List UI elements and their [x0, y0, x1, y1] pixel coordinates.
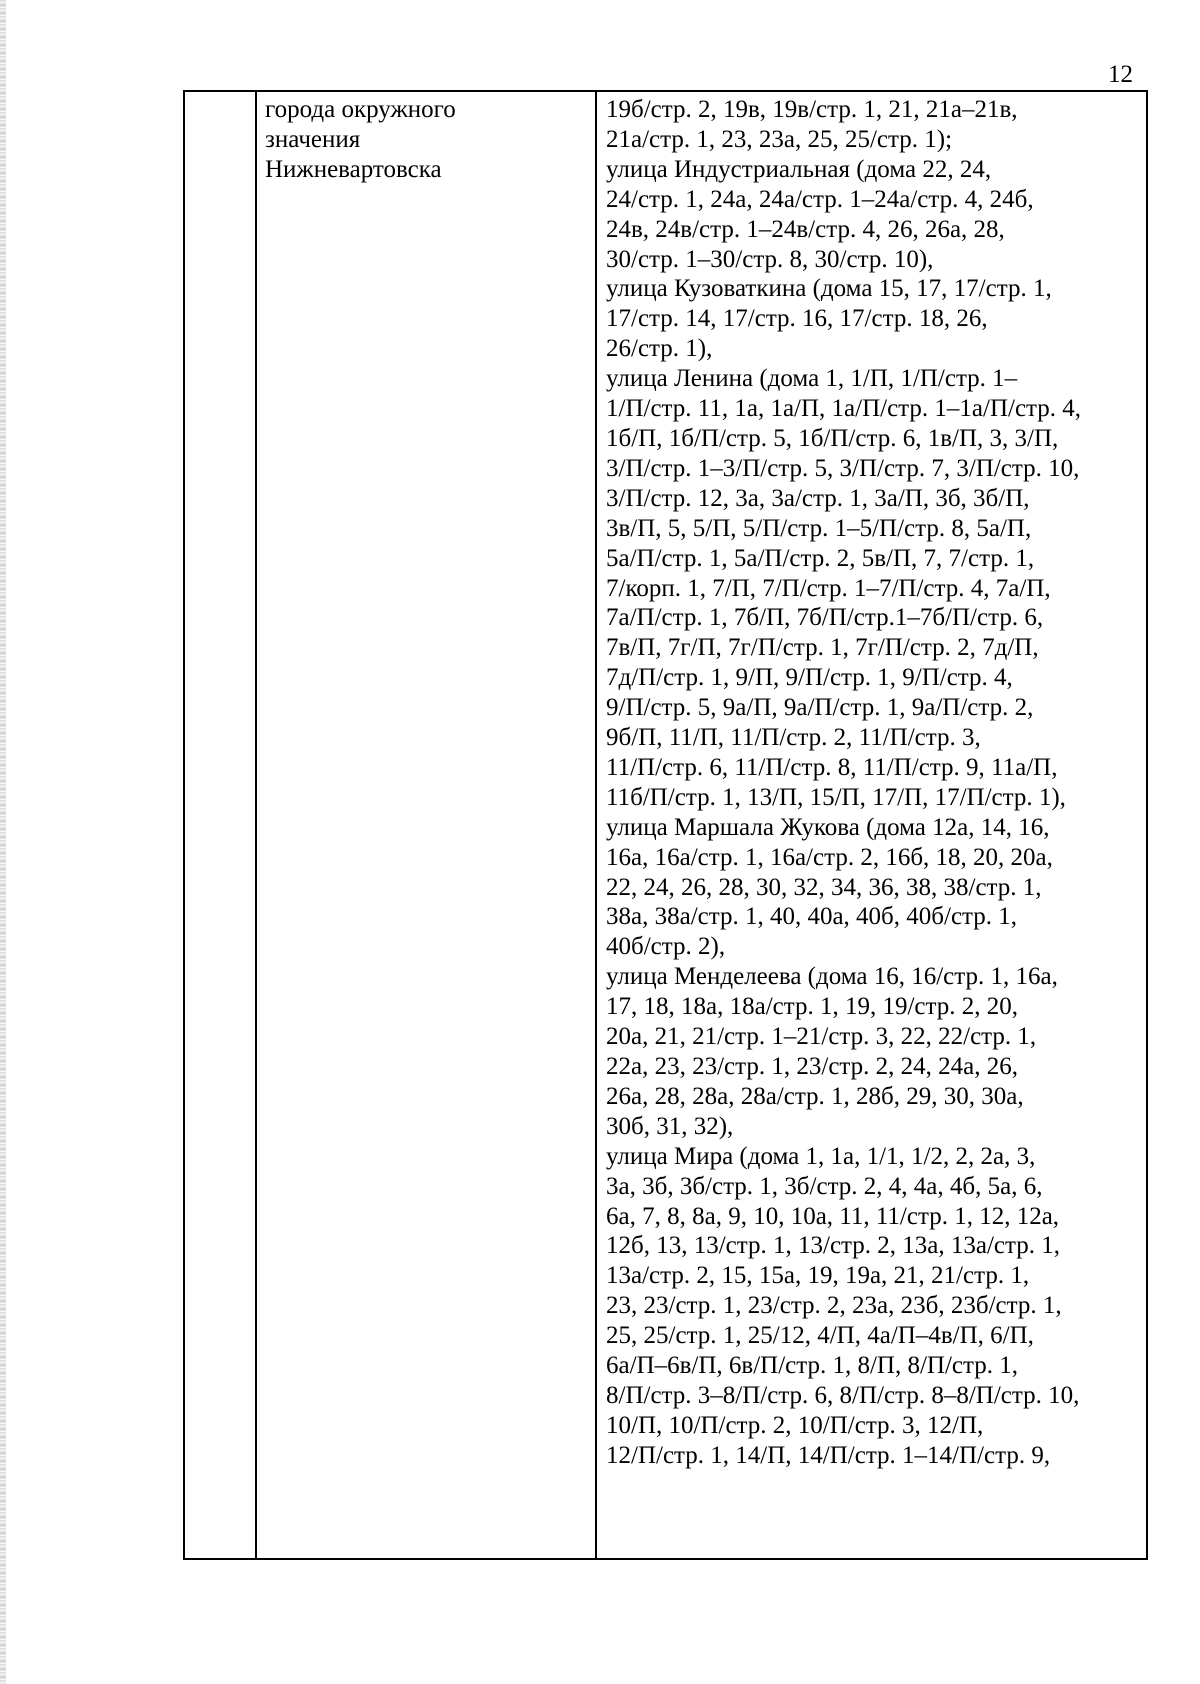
- address-line: 3а, 3б, 3б/стр. 1, 3б/стр. 2, 4, 4а, 4б, 5а, 6,: [606, 1172, 1043, 1200]
- address-line: улица Ленина (дома 1, 1/П, 1/П/стр. 1–: [606, 365, 1018, 393]
- address-line: 30б, 31, 32),: [606, 1112, 734, 1140]
- table-row: [184, 91, 1147, 1559]
- address-line: улица Маршала Жукова (дома 12а, 14, 16,: [606, 813, 1050, 841]
- address-line: 16а, 16а/стр. 1, 16а/стр. 2, 16б, 18, 20, 20а,: [606, 843, 1053, 871]
- address-line: 25, 25/стр. 1, 25/12, 4/П, 4а/П–4в/П, 6/П,: [606, 1322, 1034, 1350]
- address-line: 10/П, 10/П/стр. 2, 10/П/стр. 3, 12/П,: [606, 1411, 984, 1439]
- address-line: 7а/П/стр. 1, 7б/П, 7б/П/стр.1–7б/П/стр. 6,: [606, 604, 1044, 632]
- address-line: 6а/П–6в/П, 6в/П/стр. 1, 8/П, 8/П/стр. 1,: [606, 1352, 1018, 1380]
- address-line: 11/П/стр. 6, 11/П/стр. 8, 11/П/стр. 9, 11а/П,: [606, 753, 1058, 781]
- address-line: 7д/П/стр. 1, 9/П, 9/П/стр. 1, 9/П/стр. 4,: [606, 664, 1013, 692]
- address-line: улица Мира (дома 1, 1а, 1/1, 1/2, 2, 2а, 3,: [606, 1142, 1036, 1170]
- address-line: 30/стр. 1–30/стр. 8, 30/стр. 10),: [606, 245, 934, 273]
- page-number: 12: [1108, 61, 1133, 88]
- address-line: 20а, 21, 21/стр. 1–21/стр. 3, 22, 22/стр. 1,: [606, 1023, 1037, 1051]
- address-table: [183, 90, 1148, 1560]
- address-line: 6а, 7, 8, 8а, 9, 10, 10а, 11, 11/стр. 1, 12, 12а,: [606, 1202, 1060, 1230]
- table-cell-district: [256, 91, 596, 1559]
- address-line: 17, 18, 18а, 18а/стр. 1, 19, 19/стр. 2, 20,: [606, 993, 1018, 1021]
- address-line: 11б/П/стр. 1, 13/П, 15/П, 17/П, 17/П/стр. 1),: [606, 783, 1066, 811]
- district-line: Нижневартовска: [265, 155, 442, 183]
- district-text: [257, 92, 595, 185]
- address-line: 1/П/стр. 11, 1а, 1а/П, 1а/П/стр. 1–1а/П/стр. 4,: [606, 395, 1082, 423]
- address-line: улица Менделеева (дома 16, 16/стр. 1, 16а,: [606, 963, 1058, 991]
- table-cell-addresses: [596, 91, 1147, 1559]
- address-line: 3в/П, 5, 5/П, 5/П/стр. 1–5/П/стр. 8, 5а/П,: [606, 514, 1032, 542]
- district-line: значения: [265, 125, 361, 153]
- address-line: 17/стр. 14, 17/стр. 16, 17/стр. 18, 26,: [606, 305, 988, 333]
- scan-edge-artifact: [0, 0, 6, 1684]
- address-line: 13а/стр. 2, 15, 15а, 19, 19а, 21, 21/стр. 1,: [606, 1262, 1030, 1290]
- address-line: 38а, 38а/стр. 1, 40, 40а, 40б, 40б/стр. 1,: [606, 903, 1018, 931]
- table-cell-index: [184, 91, 256, 1559]
- address-list: [597, 92, 1146, 1471]
- address-line: 26/стр. 1),: [606, 335, 713, 363]
- address-line: 12б, 13, 13/стр. 1, 13/стр. 2, 13а, 13а/стр. 1,: [606, 1232, 1060, 1260]
- address-line: 5а/П/стр. 1, 5а/П/стр. 2, 5в/П, 7, 7/стр. 1,: [606, 544, 1035, 572]
- address-line: 3/П/стр. 12, 3а, 3а/стр. 1, 3а/П, 3б, 3б/П,: [606, 484, 1030, 512]
- address-line: 9б/П, 11/П, 11/П/стр. 2, 11/П/стр. 3,: [606, 724, 981, 752]
- address-line: 24в, 24в/стр. 1–24в/стр. 4, 26, 26а, 28,: [606, 215, 1005, 243]
- address-line: 7в/П, 7г/П, 7г/П/стр. 1, 7г/П/стр. 2, 7д/П,: [606, 634, 1039, 662]
- address-line: 1б/П, 1б/П/стр. 5, 1б/П/стр. 6, 1в/П, 3, 3/П,: [606, 424, 1059, 452]
- address-line: 7/корп. 1, 7/П, 7/П/стр. 1–7/П/стр. 4, 7а/П,: [606, 574, 1051, 602]
- address-line: 12/П/стр. 1, 14/П, 14/П/стр. 1–14/П/стр. 9,: [606, 1441, 1051, 1469]
- address-line: 40б/стр. 2),: [606, 933, 726, 961]
- address-line: 23, 23/стр. 1, 23/стр. 2, 23а, 23б, 23б/стр. 1,: [606, 1292, 1062, 1320]
- address-line: 22а, 23, 23/стр. 1, 23/стр. 2, 24, 24а, 26,: [606, 1053, 1018, 1080]
- address-line: 26а, 28, 28а, 28а/стр. 1, 28б, 29, 30, 30а,: [606, 1082, 1024, 1110]
- address-line: 19б/стр. 2, 19в, 19в/стр. 1, 21, 21а–21в,: [606, 96, 1018, 123]
- address-line: 21а/стр. 1, 23, 23а, 25, 25/стр. 1);: [606, 125, 953, 153]
- address-line: улица Индустриальная (дома 22, 24,: [606, 155, 992, 183]
- address-line: 8/П/стр. 3–8/П/стр. 6, 8/П/стр. 8–8/П/стр. 10,: [606, 1381, 1080, 1409]
- address-line: 24/стр. 1, 24а, 24а/стр. 1–24а/стр. 4, 24б,: [606, 185, 1034, 213]
- address-line: 22, 24, 26, 28, 30, 32, 34, 36, 38, 38/стр. 1,: [606, 873, 1042, 901]
- address-line: 9/П/стр. 5, 9а/П, 9а/П/стр. 1, 9а/П/стр. 2,: [606, 694, 1034, 722]
- address-line: улица Кузоваткина (дома 15, 17, 17/стр. 1,: [606, 275, 1052, 303]
- district-line: города окружного: [265, 96, 456, 123]
- address-line: 3/П/стр. 1–3/П/стр. 5, 3/П/стр. 7, 3/П/стр. 10,: [606, 454, 1080, 482]
